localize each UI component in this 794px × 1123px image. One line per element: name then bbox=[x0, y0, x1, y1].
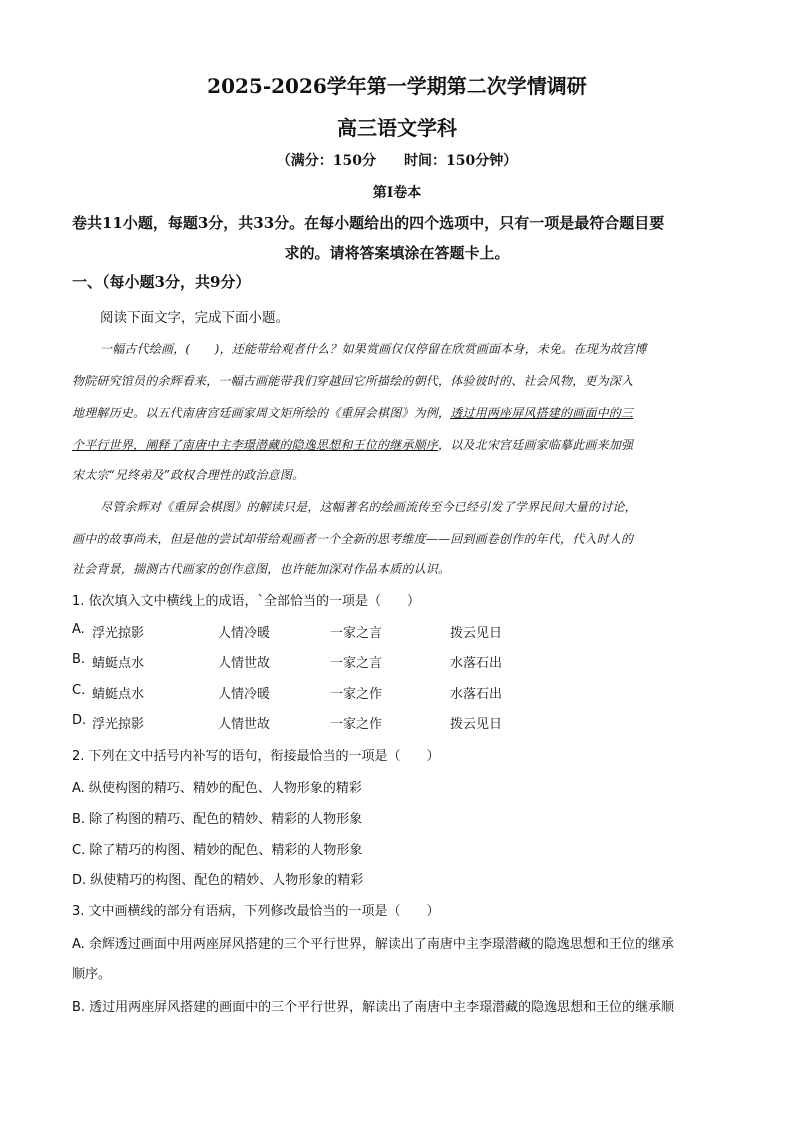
passage-line: 宋太宗“兄终弟及”政权合理性的政治意图。 bbox=[72, 468, 305, 482]
instructions-line-2: 求的。请将答案填涂在答题卡上。 bbox=[284, 244, 510, 262]
option-choice: 蜻蜓点水 bbox=[92, 687, 145, 702]
option-choice: 水落石出 bbox=[450, 656, 503, 671]
option-choice: 浮光掠影 bbox=[92, 717, 145, 732]
option-label: C. bbox=[72, 683, 86, 698]
reading-intro: 阅读下面文字，完成下面小题。 bbox=[100, 310, 289, 326]
exam-title: 2025-2026学年第一学期第二次学情调研 bbox=[207, 74, 587, 98]
option-choice: 浮光掠影 bbox=[92, 626, 145, 641]
exam-subject: 高三语文学科 bbox=[337, 116, 457, 140]
option-choice: 拨云见日 bbox=[450, 626, 503, 641]
option-choice: 蜻蜓点水 bbox=[92, 656, 145, 671]
question-3-stem: 3. 文中画横线的部分有语病，下列修改最恰当的一项是（ ） bbox=[72, 904, 440, 919]
question-1-stem: 1. 依次填入文中横线上的成语，`全部恰当的一项是（ ） bbox=[72, 594, 421, 609]
instructions-line-1: 卷共11小题，每题3分，共33分。在每小题给出的四个选项中，只有一项是最符合题目要 bbox=[72, 214, 665, 232]
passage-line: 画中的故事尚未，但是他的尝试却带给观画者一个全新的思考维度——回到画卷创作的年代，代入时人的 bbox=[72, 532, 634, 546]
section-heading: 一、（每小题3分，共9分） bbox=[72, 273, 251, 291]
option-choice: 水落石出 bbox=[450, 687, 503, 702]
option-choice: 一家之作 bbox=[330, 717, 383, 732]
passage-line bbox=[72, 436, 633, 453]
passage-line: 尽管余辉对《重屏会棋图》的解读只是，这幅著名的绘画流传至今已经引发了学界民间大量的讨论， bbox=[100, 500, 637, 514]
passage-text: ，以及北宋宫廷画家临摹此画来加强 bbox=[438, 438, 634, 452]
exam-meta bbox=[0, 150, 794, 170]
underlined-sentence: 透过用两座屏风搭建的画面中的三 bbox=[450, 406, 634, 420]
score-info: （满分：150分 bbox=[276, 153, 376, 169]
q2-option-a: A. 纵使构图的精巧、精妙的配色、人物形象的精彩 bbox=[72, 781, 362, 796]
option-label: B. bbox=[72, 652, 86, 667]
q3-option-b: B. 透过用两座屏风搭建的画面中的三个平行世界，解读出了南唐中主李璟潜藏的隐逸思想和王位的继承顺 bbox=[72, 1000, 675, 1015]
option-choice: 一家之作 bbox=[330, 687, 383, 702]
option-choice: 人情世故 bbox=[218, 656, 271, 671]
passage-line: 物院研究馆员的余辉看来，一幅古画能带我们穿越回它所描绘的朝代，体验彼时的、社会风物，更为深入 bbox=[72, 374, 634, 388]
volume-heading: 第Ⅰ卷本 bbox=[372, 185, 422, 201]
option-choice: 一家之言 bbox=[330, 656, 383, 671]
q2-option-d: D. 纵使精巧的构图、配色的精妙、人物形象的精彩 bbox=[72, 873, 364, 888]
underlined-sentence: 个平行世界，阐释了南唐中主李璟潜藏的隐逸思想和王位的继承顺序 bbox=[72, 438, 439, 452]
option-label: A. bbox=[72, 622, 85, 637]
q2-option-b: B. 除了构图的精巧、配色的精妙、精彩的人物形象 bbox=[72, 812, 363, 827]
question-2-stem: 2. 下列在文中括号内补写的语句，衔接最恰当的一项是（ ） bbox=[72, 749, 440, 764]
q3-option-a-continued: 顺序。 bbox=[72, 967, 112, 982]
passage-text: 地理解历史。以五代南唐宫廷画家周文矩所绘的《重屏会棋图》为例， bbox=[72, 406, 451, 420]
q3-option-a: A. 余辉透过画面中用两座屏风搭建的三个平行世界，解读出了南唐中主李璟潜藏的隐逸思想和王位的继承 bbox=[72, 937, 674, 952]
time-info: 时间：150分钟） bbox=[404, 153, 518, 169]
passage-line: 一幅古代绘画，( )，还能带给观者什么？如果赏画仅仅停留在欣赏画面本身，未免。在现为故宫博 bbox=[100, 342, 647, 356]
option-choice: 人情冷暖 bbox=[218, 687, 271, 702]
option-choice: 一家之言 bbox=[330, 626, 383, 641]
passage-line: 社会背景，揣测古代画家的创作意图，也许能加深对作品本质的认识。 bbox=[72, 562, 451, 576]
option-choice: 人情冷暖 bbox=[218, 626, 271, 641]
option-choice: 人情世故 bbox=[218, 717, 271, 732]
passage-line bbox=[72, 404, 633, 421]
option-choice: 拨云见日 bbox=[450, 717, 503, 732]
option-label: D. bbox=[72, 713, 87, 728]
q2-option-c: C. 除了精巧的构图、精妙的配色、精彩的人物形象 bbox=[72, 843, 363, 858]
